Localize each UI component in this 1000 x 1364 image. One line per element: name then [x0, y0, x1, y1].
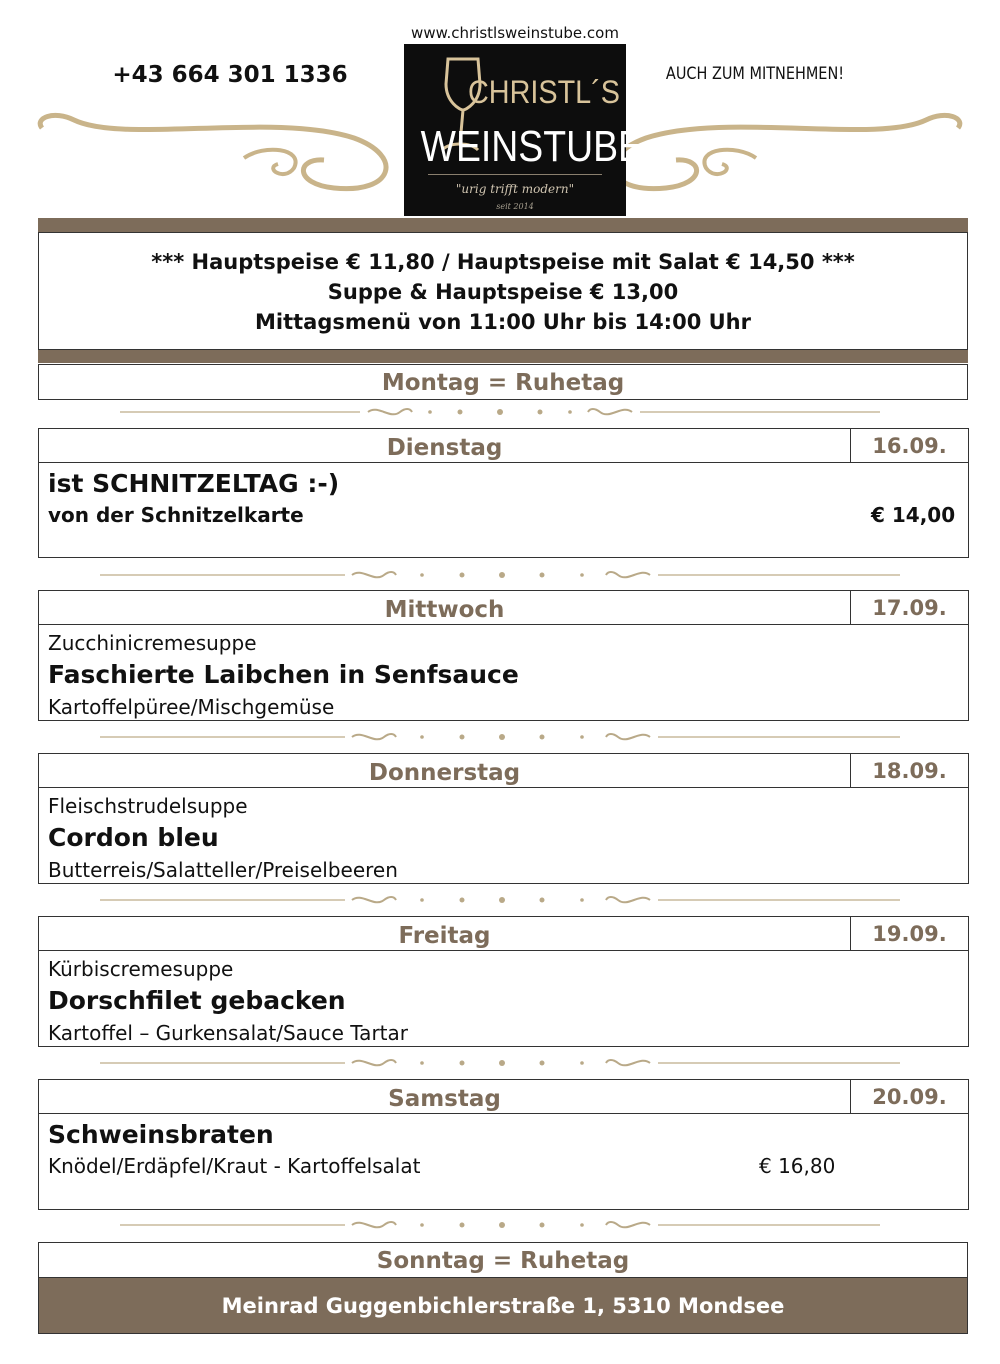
dish-price: € 14,00	[871, 503, 956, 527]
ornament-divider	[100, 727, 900, 747]
top-brown-bar	[38, 218, 968, 232]
side-dish: Knödel/Erdäpfel/Kraut - Kartoffelsalat	[48, 1154, 421, 1178]
price-info-line-2: Suppe & Hauptspeise € 13,00	[327, 280, 679, 304]
day-name: Mittwoch	[39, 591, 851, 625]
logo-line-christls: CHRISTL´S	[467, 74, 620, 110]
side-dish: von der Schnitzelkarte	[48, 503, 304, 527]
day-date: 18.09.	[851, 754, 968, 788]
logo-divider	[428, 174, 602, 175]
restaurant-logo	[404, 44, 643, 216]
day-card-mittwoch	[38, 590, 969, 721]
ornament-divider	[100, 565, 900, 585]
main-dish: Schweinsbraten	[48, 1120, 274, 1149]
ornament-divider	[100, 1215, 900, 1235]
day-card-samstag	[38, 1079, 969, 1210]
logo-tagline: "urig trifft modern"	[455, 182, 575, 196]
day-date: 17.09.	[851, 591, 968, 625]
sunday-rest-day: Sonntag = Ruhetag	[38, 1242, 968, 1278]
logo-line-weinstube: WEINSTUBE	[420, 122, 643, 171]
takeaway-note: AUCH ZUM MITNEHMEN!	[665, 64, 845, 84]
phone-number: +43 664 301 1336	[112, 62, 348, 88]
soup: Fleischstrudelsuppe	[48, 794, 248, 818]
ornament-divider	[100, 402, 900, 422]
day-card-freitag	[38, 916, 969, 1047]
day-name: Samstag	[39, 1080, 851, 1114]
soup: Kürbiscremesuppe	[48, 957, 234, 981]
logo-since: seit 2014	[496, 202, 534, 211]
middle-brown-bar	[38, 350, 968, 363]
day-card-donnerstag	[38, 753, 969, 884]
ornament-divider	[100, 890, 900, 910]
day-name: Dienstag	[39, 429, 851, 463]
day-date: 16.09.	[851, 429, 968, 463]
website-url: www.christlsweinstube.com	[411, 24, 619, 42]
side-dish: Butterreis/Salatteller/Preiselbeeren	[48, 858, 398, 882]
day-date: 20.09.	[851, 1080, 968, 1114]
left-flourish-ornament	[34, 108, 394, 198]
ornament-divider	[100, 1053, 900, 1073]
price-info-line-1: *** Hauptspeise € 11,80 / Hauptspeise mit Salat € 14,50 ***	[151, 250, 855, 274]
main-dish: ist SCHNITZELTAG :-)	[48, 469, 340, 498]
main-dish: Dorschfilet gebacken	[48, 986, 346, 1015]
monday-rest-day: Montag = Ruhetag	[38, 364, 968, 400]
day-name: Donnerstag	[39, 754, 851, 788]
soup: Zucchinicremesuppe	[48, 631, 257, 655]
day-name: Freitag	[39, 917, 851, 951]
price-info-box	[38, 232, 968, 350]
day-card-dienstag	[38, 428, 969, 558]
side-dish: Kartoffelpüree/Mischgemüse	[48, 695, 335, 719]
main-dish: Cordon bleu	[48, 823, 219, 852]
price-info-line-3: Mittagsmenü von 11:00 Uhr bis 14:00 Uhr	[255, 310, 751, 334]
footer-address: Meinrad Guggenbichlerstraße 1, 5310 Mondsee	[38, 1277, 968, 1334]
day-date: 19.09.	[851, 917, 968, 951]
dish-price: € 16,80	[759, 1154, 836, 1178]
right-flourish-ornament	[606, 108, 966, 198]
main-dish: Faschierte Laibchen in Senfsauce	[48, 660, 519, 689]
side-dish: Kartoffel – Gurkensalat/Sauce Tartar	[48, 1021, 408, 1045]
